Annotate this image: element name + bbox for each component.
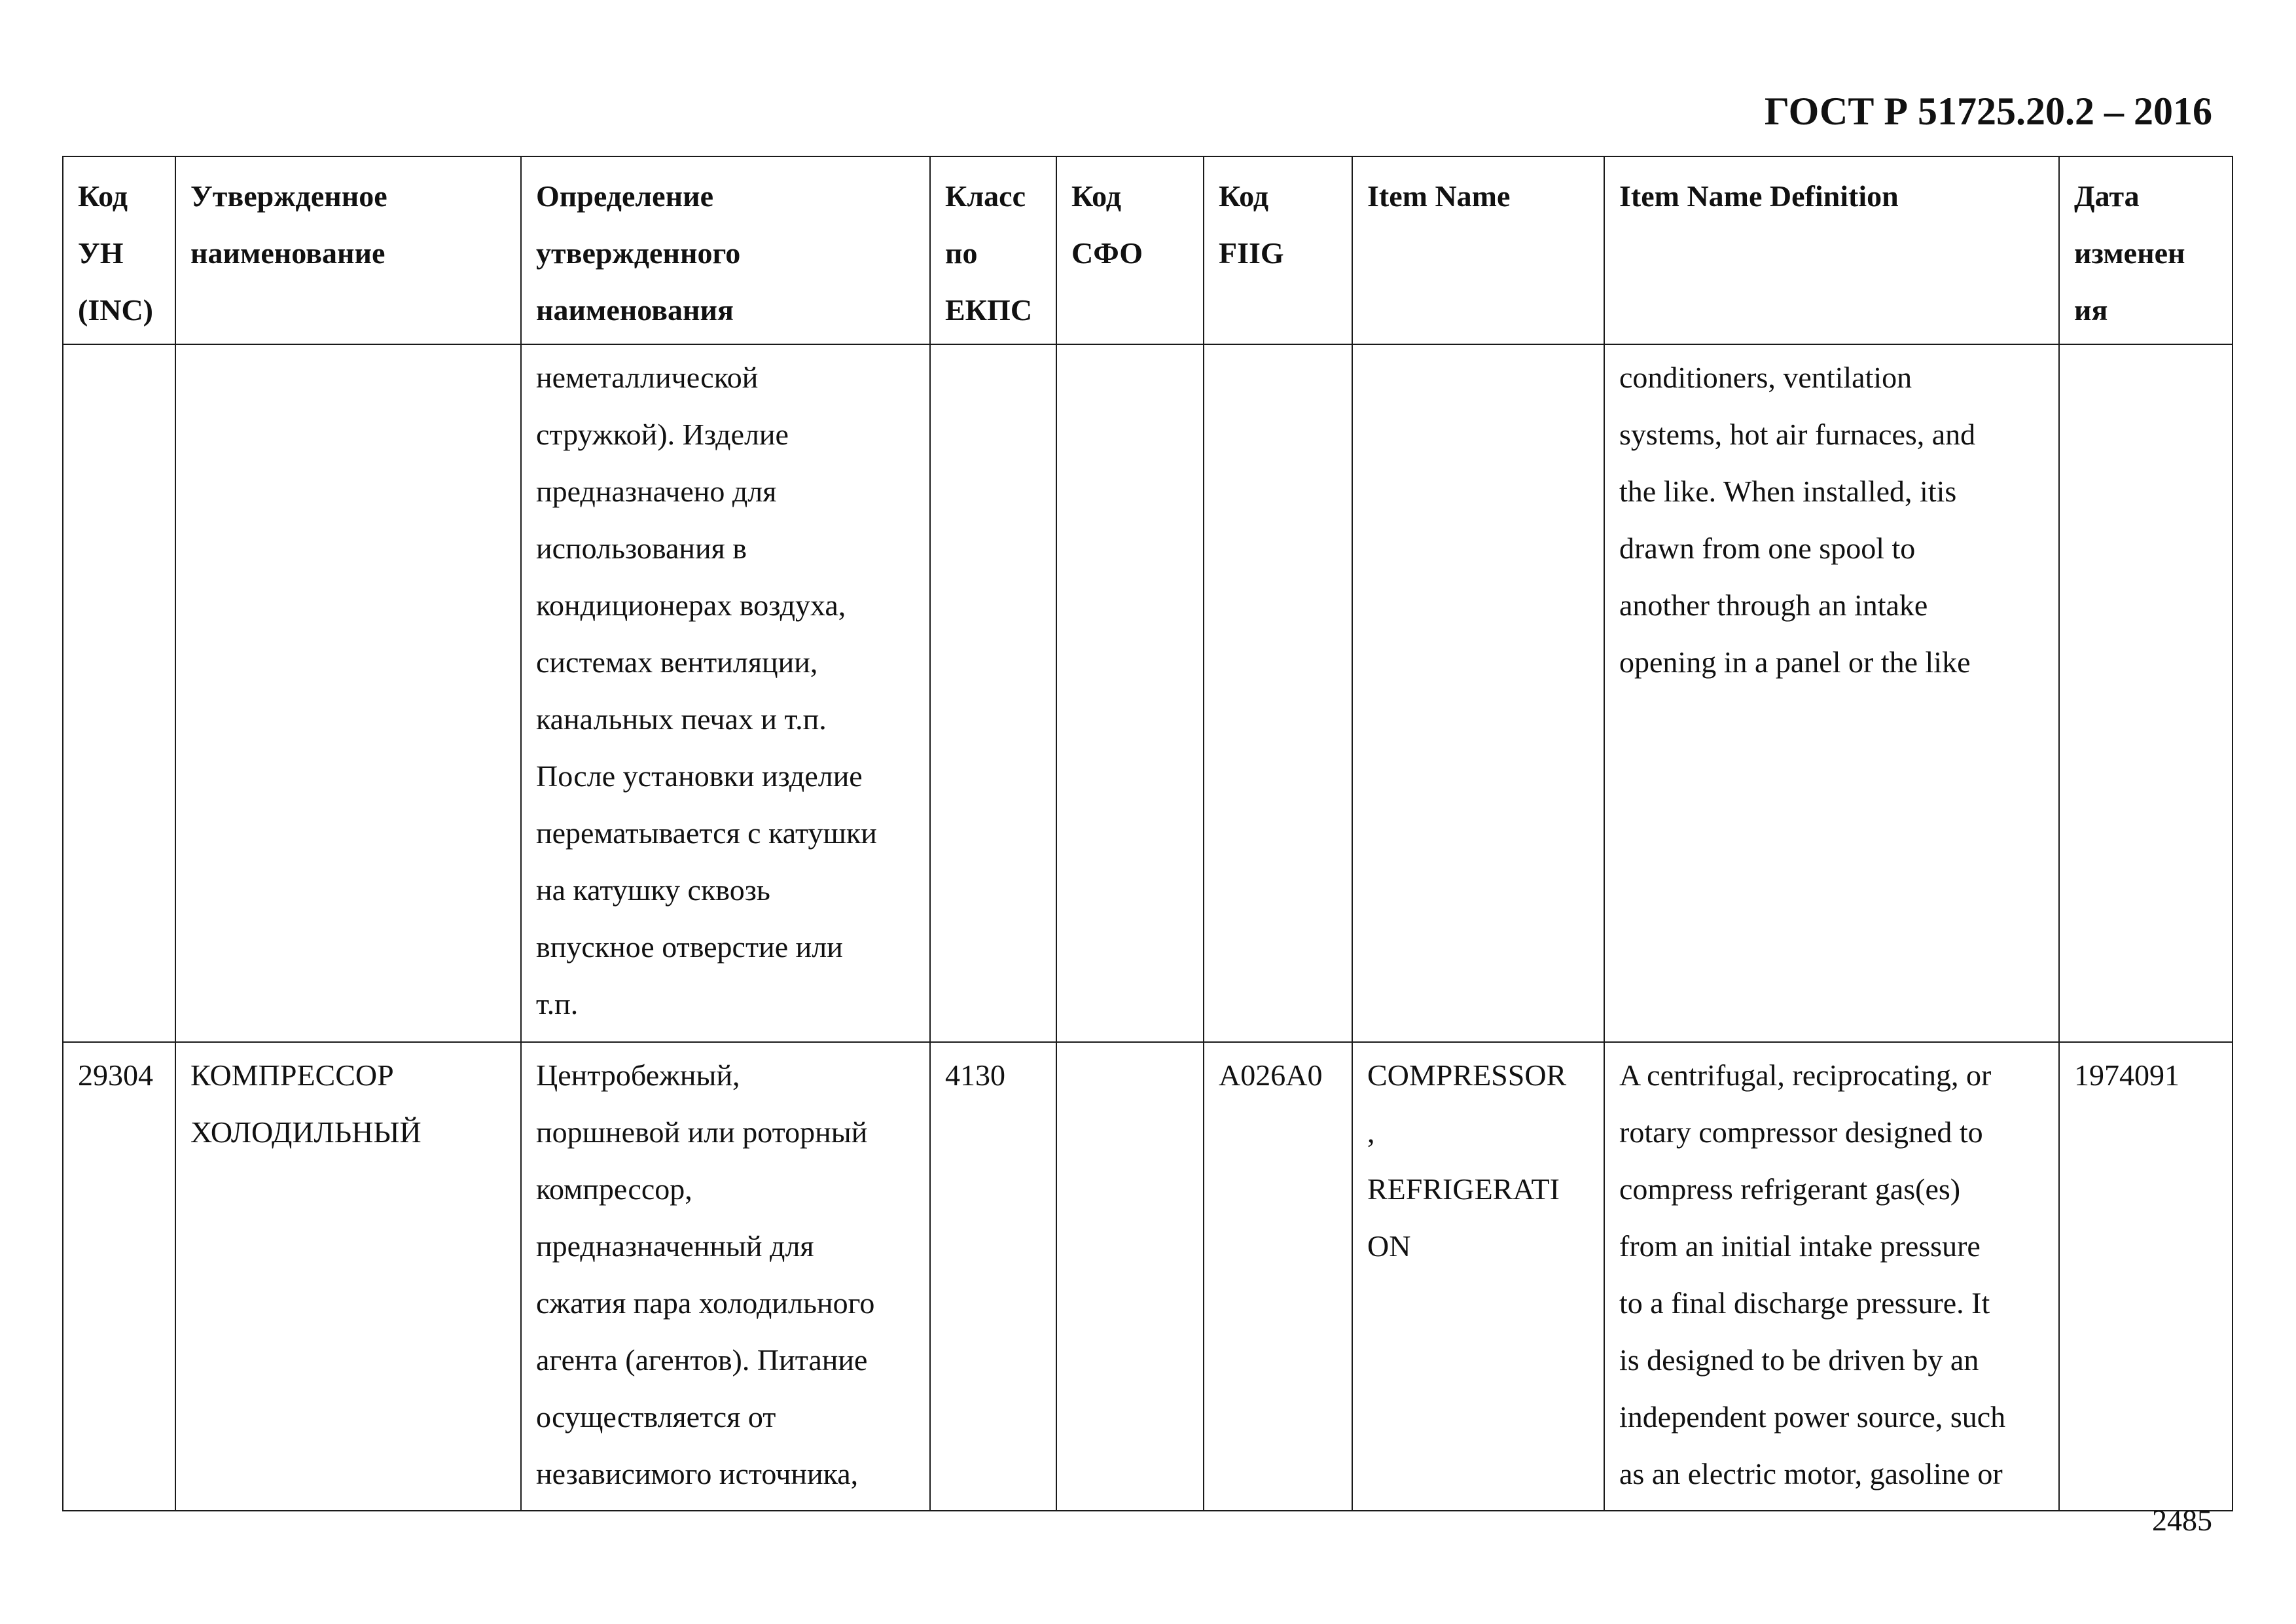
cell-definition: Центробежный, поршневой или роторный компрессор, предназначенный для сжатия пара холодильного агента (агентов). Питание осуществляется от независимого источника, [521, 1042, 930, 1511]
table-row [63, 1042, 2233, 1511]
cell-sfo-code [1056, 1042, 1204, 1511]
cell-class [930, 344, 1056, 1042]
document-header: ГОСТ Р 51725.20.2 – 2016 [1764, 90, 2212, 133]
cell-sfo-code [1056, 344, 1204, 1042]
cell-approved-name [175, 344, 521, 1042]
cell-inc [63, 344, 175, 1042]
table-header-row [63, 156, 2233, 344]
cell-definition: неметаллической стружкой). Изделие предназначено для использования в кондиционерах воздуха, системах вентиляции, канальных печах и т.п. После установки изделие перематывается с катушки на катушку сквозь впускное отверстие или т.п. [521, 344, 930, 1042]
cell-inc: 29304 [63, 1042, 175, 1511]
header-definition: Определение утвержденного наименования [521, 156, 930, 344]
cell-item-name: COMPRESSOR , REFRIGERATI ON [1352, 1042, 1604, 1511]
header-change-date: Дата изменен ия [2059, 156, 2233, 344]
cell-item-name-definition: A centrifugal, reciprocating, or rotary compressor designed to compress refrigerant gas(es) from an initial intake pressure to a final discharge pressure. It is designed to be driven by an independent power source, such as an electric motor, gasoline or [1604, 1042, 2059, 1511]
catalog-table [62, 156, 2233, 1511]
header-sfo-code: Код СФО [1056, 156, 1204, 344]
cell-fiig-code [1204, 344, 1352, 1042]
header-inc: Код УН (INC) [63, 156, 175, 344]
cell-approved-name: КОМПРЕССОР ХОЛОДИЛЬНЫЙ [175, 1042, 521, 1511]
header-item-name: Item Name [1352, 156, 1604, 344]
cell-item-name [1352, 344, 1604, 1042]
page-number: 2485 [2152, 1504, 2212, 1537]
header-class: Класс по ЕКПС [930, 156, 1056, 344]
cell-fiig-code: A026A0 [1204, 1042, 1352, 1511]
cell-item-name-definition: conditioners, ventilation systems, hot air furnaces, and the like. When installed, itis drawn from one spool to another through an intake opening in a panel or the like [1604, 344, 2059, 1042]
header-approved-name: Утвержденное наименование [175, 156, 521, 344]
table-row [63, 344, 2233, 1042]
cell-change-date [2059, 344, 2233, 1042]
cell-class: 4130 [930, 1042, 1056, 1511]
header-fiig-code: Код FIIG [1204, 156, 1352, 344]
header-item-name-definition: Item Name Definition [1604, 156, 2059, 344]
cell-change-date: 1974091 [2059, 1042, 2233, 1511]
